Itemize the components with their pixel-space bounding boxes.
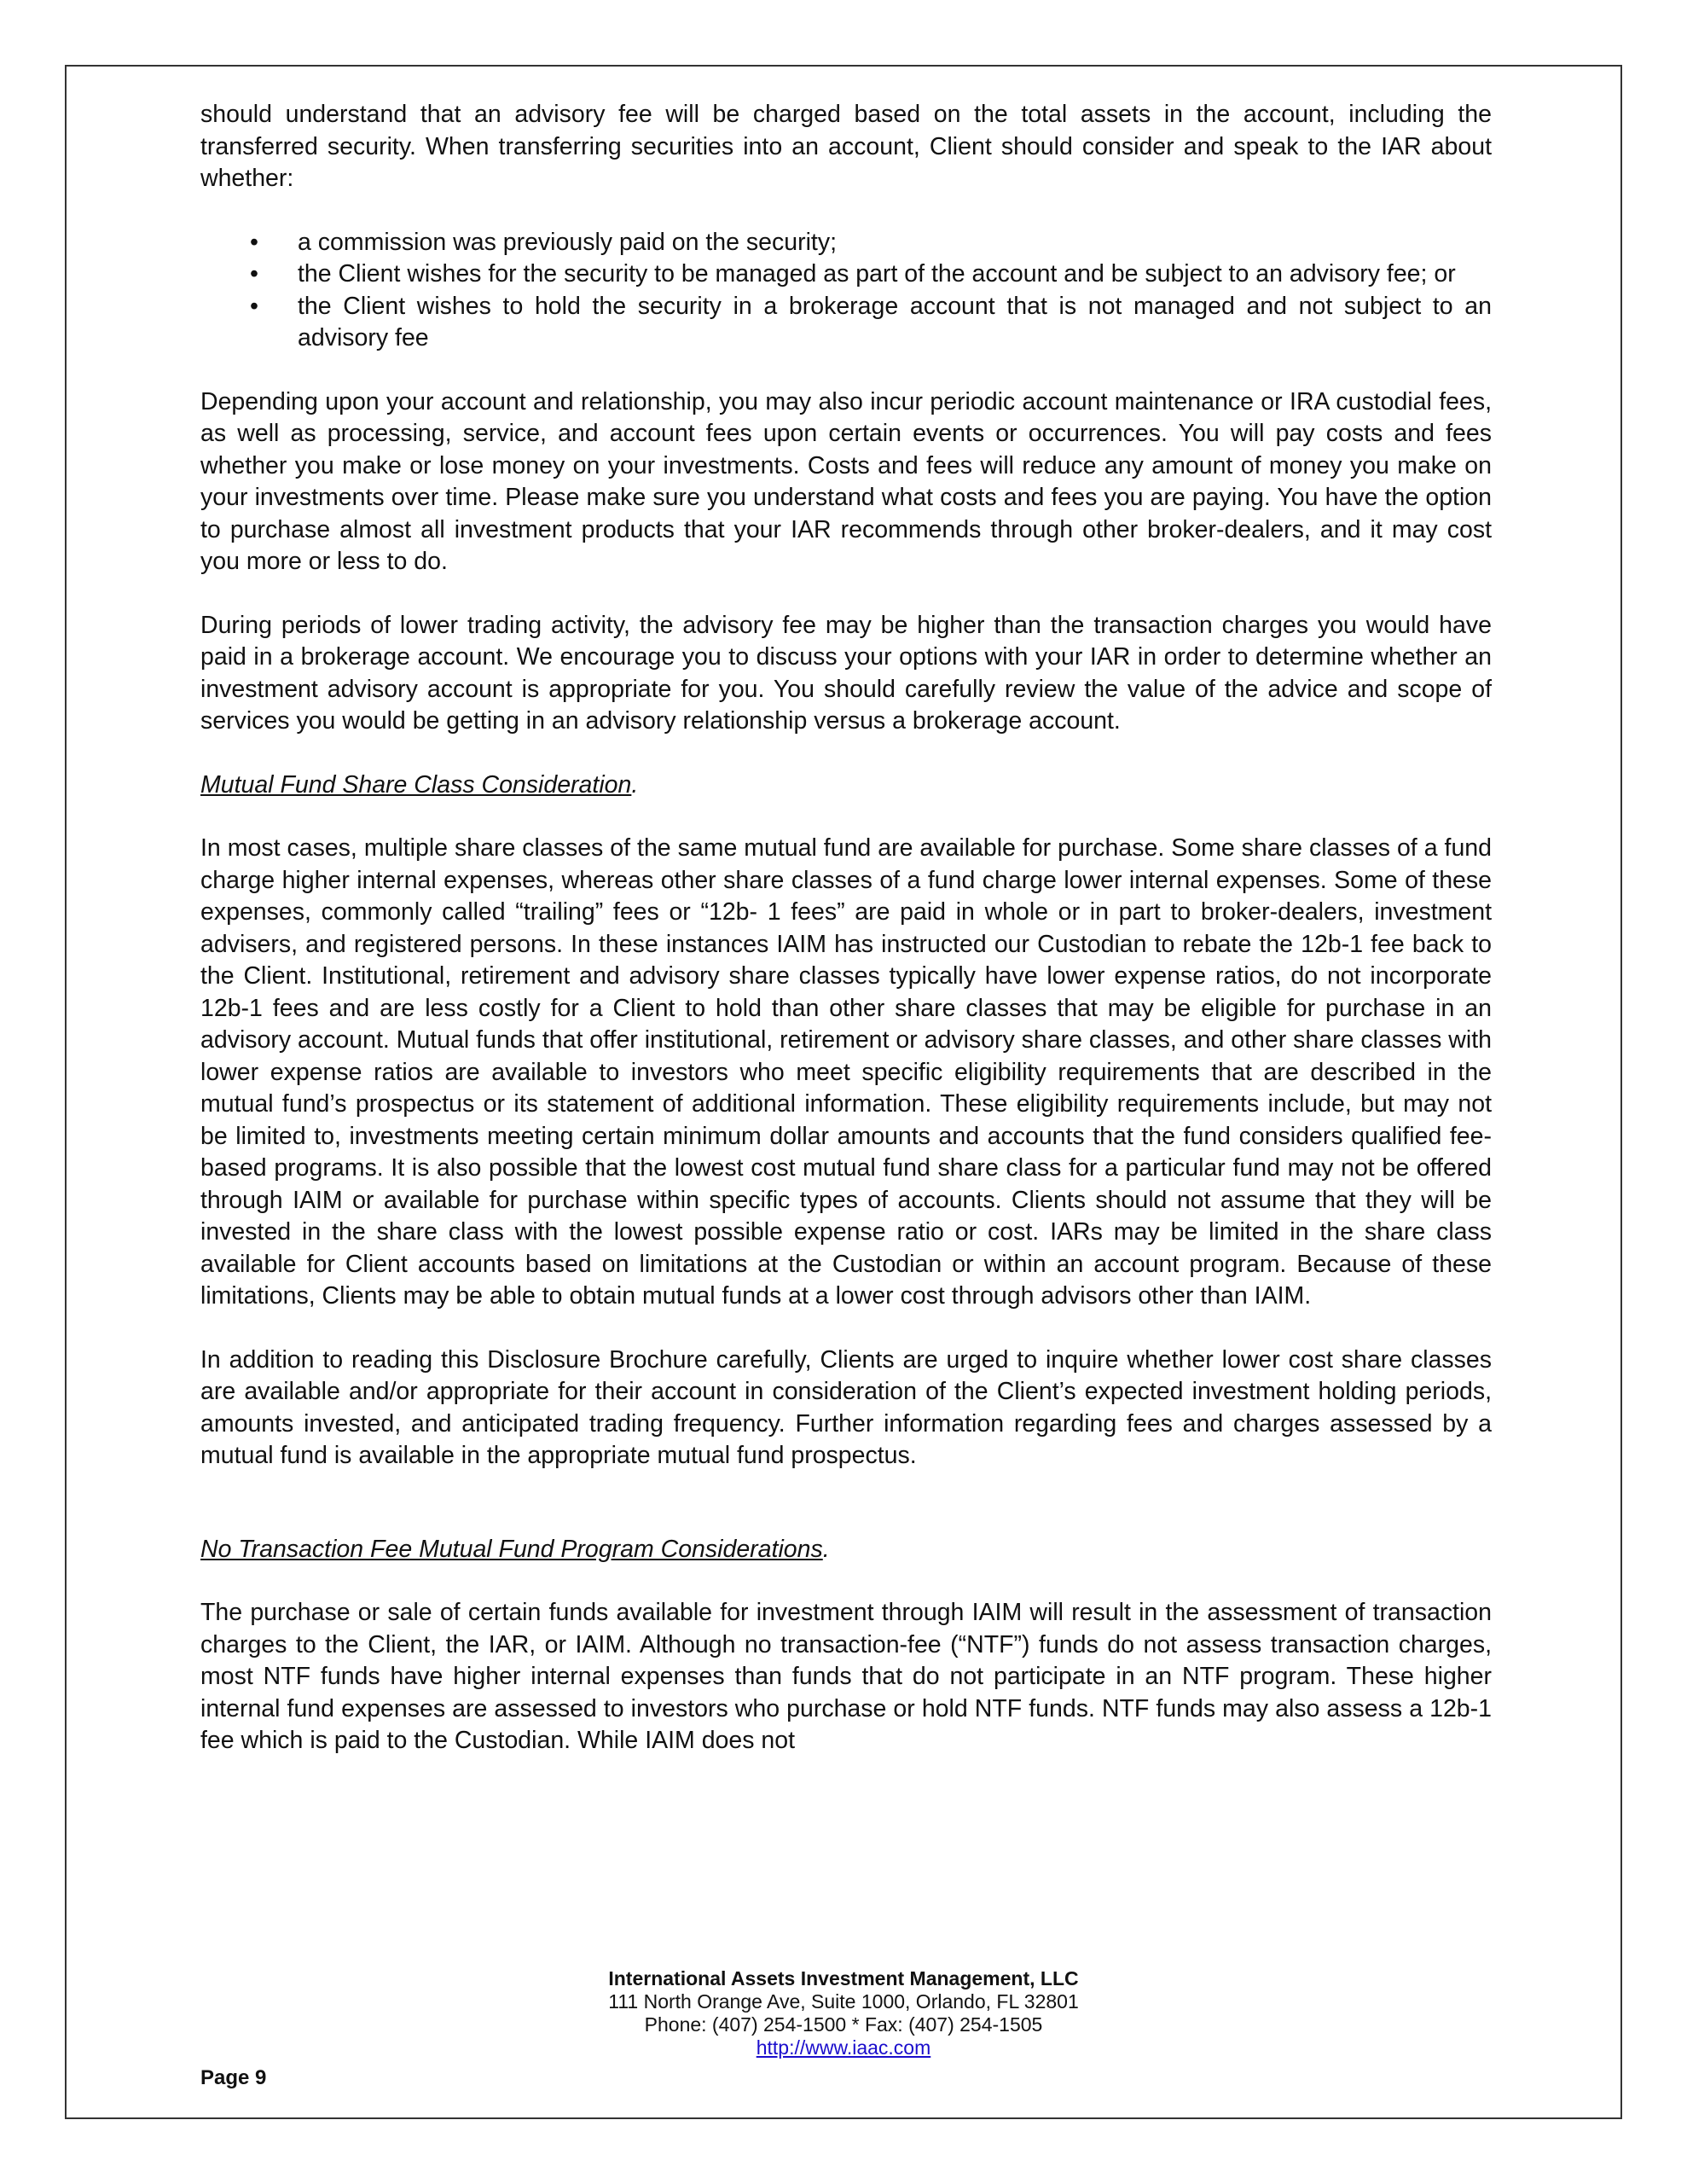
document-body — [200, 99, 1492, 1757]
list-item-text: the Client wishes for the security to be managed as part of the account and be subject to an advisory fee; or — [298, 260, 1456, 288]
heading-text: No Transaction Fee Mutual Fund Program Considerations — [200, 1535, 823, 1563]
footer-company-name: International Assets Investment Management, LLC — [608, 1967, 1079, 1989]
list-item-text: the Client wishes to hold the security in a brokerage account that is not managed and not subject to an advisory fee — [298, 292, 1492, 351]
list-item — [200, 291, 1492, 355]
list-item — [200, 227, 1492, 259]
page-number: Page 9 — [200, 2066, 267, 2089]
section-spacer — [200, 1504, 1492, 1534]
bullet-list — [200, 227, 1492, 355]
heading-period: . — [631, 770, 639, 799]
footer-phone-fax: Phone: (407) 254-1500 * Fax: (407) 254-1505 — [644, 2013, 1043, 2036]
disclosure-paragraph: In addition to reading this Disclosure Brochure carefully, Clients are urged to inquire whether lower cost share classes are available and/or appropriate for their account in consideration of the Client’s expected investment holding periods, amounts invested, and anticipated trading frequency. Further information regarding fees and charges assessed by a mutual fund is available in the appropriate mutual fund prospectus. — [200, 1345, 1492, 1469]
list-item — [200, 258, 1492, 291]
page-footer — [0, 1967, 1687, 2059]
trading-activity-paragraph: During periods of lower trading activity, the advisory fee may be higher than the transaction charges you would have paid in a brokerage account. We encourage you to discuss your options with your IAR in order to determine whether an investment advisory account is appropriate for you. You should carefully review the value of the advice and scope of services you would be getting in an advisory relationship versus a brokerage account. — [200, 611, 1492, 735]
heading-text: Mutual Fund Share Class Consideration — [200, 770, 632, 799]
intro-paragraph: should understand that an advisory fee will be charged based on the total assets in the account, including the transferred security. When transferring securities into an account, Client should consider and speak to the IAR about whether: — [200, 101, 1492, 192]
fees-paragraph: Depending upon your account and relationship, you may also incur periodic account maintenance or IRA custodial fees, as well as processing, service, and account fees upon certain events or occurrences. You will pay costs and fees whether you make or lose money on your investments. Costs and fees will reduce any amount of money you make on your investments over time. Please make sure you understand what costs and fees you are paying. You have the option to purchase almost all investment products that your IAR recommends through other broker-dealers, and it may cost you more or less to do. — [200, 387, 1492, 575]
footer-website-link[interactable]: http://www.iaac.com — [756, 2036, 931, 2059]
list-item-text: a commission was previously paid on the security; — [298, 228, 838, 256]
ntf-program-heading — [200, 1534, 1492, 1566]
ntf-paragraph: The purchase or sale of certain funds available for investment through IAIM will result in the assessment of transaction charges to the Client, the IAR, or IAIM. Although no transaction-fee (“NTF”) funds do not assess transaction charges, most NTF funds have higher internal expenses than funds that do not participate in an NTF program. These higher internal fund expenses are assessed to investors who purchase or hold NTF funds. NTF funds may also assess a 12b-1 fee which is paid to the Custodian. While IAIM does not — [200, 1599, 1492, 1754]
bullet-icon: • — [250, 260, 258, 288]
share-class-paragraph: In most cases, multiple share classes of the same mutual fund are available for purchase. Some share classes of a fund charge higher internal expenses, whereas other share classes of a fund charge lower internal expenses. Some of these expenses, commonly called “trailing” fees or “12b- 1 fees” are paid in whole or in part to broker-dealers, investment advisers, and registered persons. In these instances IAIM has instructed our Custodian to rebate the 12b-1 fee back to the Client. Institutional, retirement and advisory share classes typically have lower expense ratios, do not incorporate 12b-1 fees and are less costly for a Client to hold than other share classes that may be eligible for purchase in an advisory account. Mutual funds that offer institutional, retirement or advisory share classes, and other share classes with lower expense ratios are available to investors who meet specific eligibility requirements that are described in the mutual fund’s prospectus or its statement of additional information. These eligibility requirements include, but may not be limited to, investments meeting certain minimum dollar amounts and accounts that the fund considers qualified fee-based programs. It is also possible that the lowest cost mutual fund share class for a particular fund may not be offered through IAIM or available for purchase within specific types of accounts. Clients should not assume that they will be invested in the share class with the lowest possible expense ratio or cost. IARs may be limited in the share class available for Client accounts based on limitations at the Custodian or within an account program. Because of these limitations, Clients may be able to obtain mutual funds at a lower cost through advisors other than IAIM. — [200, 834, 1492, 1310]
bullet-icon: • — [250, 292, 258, 320]
mutual-fund-share-class-heading — [200, 770, 1492, 802]
bullet-icon: • — [250, 228, 258, 256]
heading-period: . — [822, 1535, 830, 1563]
footer-address: 111 North Orange Ave, Suite 1000, Orlando, FL 32801 — [608, 1990, 1079, 2013]
